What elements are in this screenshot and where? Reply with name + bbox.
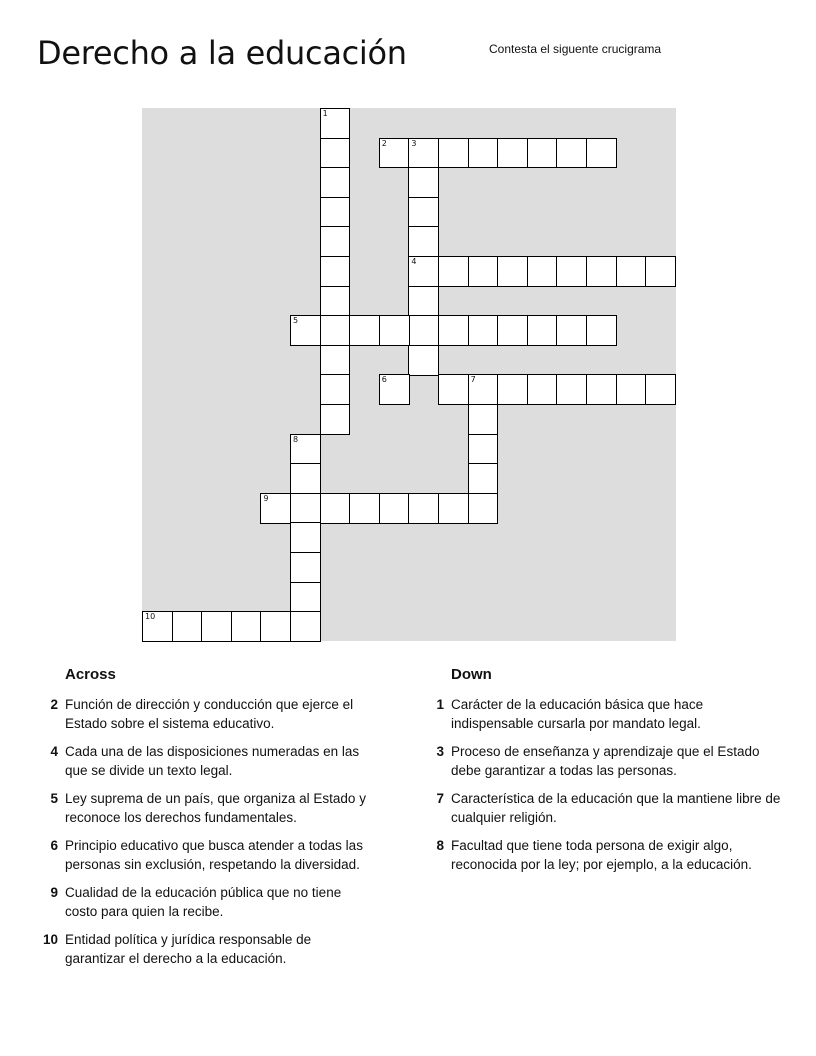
crossword-cell[interactable] bbox=[290, 582, 321, 613]
crossword-cell[interactable] bbox=[320, 374, 351, 405]
crossword-cell[interactable] bbox=[320, 256, 351, 287]
clue-number: 10 bbox=[42, 932, 58, 947]
crossword-cell[interactable] bbox=[320, 167, 351, 198]
crossword-cell[interactable] bbox=[320, 404, 351, 435]
crossword-grid bbox=[142, 108, 676, 641]
clue-number: 4 bbox=[50, 744, 58, 759]
clue-number: 1 bbox=[436, 697, 444, 712]
cell-number: 7 bbox=[470, 375, 476, 385]
crossword-cell[interactable] bbox=[349, 493, 380, 524]
crossword-cell[interactable] bbox=[260, 493, 291, 524]
crossword-cell[interactable] bbox=[379, 315, 410, 346]
across-clues bbox=[38, 666, 368, 977]
crossword-cell[interactable] bbox=[468, 374, 499, 405]
clue-item bbox=[38, 836, 368, 874]
clue-text: Cada una de las disposiciones numeradas en las que se divide un texto legal. bbox=[65, 744, 360, 778]
crossword-cell[interactable] bbox=[408, 256, 439, 287]
crossword-cell[interactable] bbox=[349, 315, 380, 346]
clue-text: Proceso de enseñanza y aprendizaje que el Estado debe garantizar a todas las personas. bbox=[451, 744, 760, 778]
crossword-cell[interactable] bbox=[616, 374, 647, 405]
crossword-cell[interactable] bbox=[320, 345, 351, 376]
cell-number: 1 bbox=[322, 109, 328, 118]
crossword-cell[interactable] bbox=[645, 256, 676, 287]
clue-text: Entidad política y jurídica responsable de garantizar el derecho a la educación. bbox=[65, 932, 312, 966]
clue-text: Cualidad de la educación pública que no tiene costo para quien la recibe. bbox=[65, 885, 342, 919]
crossword-cell[interactable] bbox=[468, 256, 499, 287]
crossword-cell[interactable] bbox=[556, 374, 587, 405]
crossword-cell[interactable] bbox=[408, 167, 439, 198]
down-heading: Down bbox=[451, 666, 492, 683]
clue-text: Función de dirección y conducción que ejerce el Estado sobre el sistema educativo. bbox=[65, 697, 354, 731]
instructions-text: Contesta el siguente crucigrama bbox=[489, 42, 662, 56]
crossword-cell[interactable] bbox=[556, 256, 587, 287]
crossword-cell[interactable] bbox=[438, 138, 469, 169]
crossword-cell[interactable] bbox=[408, 226, 439, 257]
crossword-cell[interactable] bbox=[527, 256, 558, 287]
crossword-cell[interactable] bbox=[260, 611, 291, 642]
crossword-cell[interactable] bbox=[320, 286, 351, 317]
clue-number: 7 bbox=[436, 791, 444, 806]
crossword-cell[interactable] bbox=[290, 522, 321, 553]
crossword-cell[interactable] bbox=[556, 315, 587, 346]
crossword-cell[interactable] bbox=[142, 611, 173, 642]
crossword-cell[interactable] bbox=[468, 138, 499, 169]
crossword-cell[interactable] bbox=[201, 611, 232, 642]
crossword-cell[interactable] bbox=[556, 138, 587, 169]
crossword-cell[interactable] bbox=[290, 434, 321, 465]
clue-number: 6 bbox=[50, 838, 58, 853]
crossword-cell[interactable] bbox=[438, 493, 469, 524]
crossword-cell[interactable] bbox=[290, 611, 321, 642]
crossword-cell[interactable] bbox=[468, 493, 499, 524]
cell-number: 2 bbox=[381, 138, 387, 148]
clue-item bbox=[424, 742, 784, 780]
clue-item bbox=[38, 789, 368, 827]
clue-item bbox=[38, 695, 368, 733]
cell-number: 9 bbox=[263, 493, 269, 503]
crossword-cell[interactable] bbox=[379, 374, 410, 405]
crossword-cell[interactable] bbox=[320, 197, 351, 228]
clue-item bbox=[38, 742, 368, 780]
cell-number: 3 bbox=[411, 138, 417, 148]
crossword-cell[interactable] bbox=[320, 493, 351, 524]
crossword-cell[interactable] bbox=[290, 552, 321, 583]
clue-text: Ley suprema de un país, que organiza al Estado y reconoce los derechos fundamentales. bbox=[65, 791, 366, 825]
crossword-cell[interactable] bbox=[616, 256, 647, 287]
crossword-cell[interactable] bbox=[497, 256, 528, 287]
crossword-cell[interactable] bbox=[497, 374, 528, 405]
crossword-cell[interactable] bbox=[408, 493, 439, 524]
crossword-cell[interactable] bbox=[290, 315, 321, 346]
clue-text: Facultad que tiene toda persona de exigir algo, reconocida por la ley; por ejemplo, a la educación. bbox=[451, 838, 752, 872]
crossword-cell[interactable] bbox=[408, 345, 439, 376]
clue-item bbox=[38, 930, 368, 968]
crossword-cell[interactable] bbox=[320, 138, 351, 169]
crossword-cell[interactable] bbox=[527, 374, 558, 405]
clue-text: Característica de la educación que la mantiene libre de cualquier religión. bbox=[451, 791, 781, 825]
crossword-cell[interactable] bbox=[586, 256, 617, 287]
across-heading: Across bbox=[65, 666, 116, 683]
crossword-cell[interactable] bbox=[586, 374, 617, 405]
clue-number: 3 bbox=[436, 744, 444, 759]
cell-number: 10 bbox=[145, 612, 156, 622]
crossword-cell[interactable] bbox=[468, 315, 499, 346]
down-clues bbox=[424, 666, 784, 883]
clue-item bbox=[424, 695, 784, 733]
cell-number: 6 bbox=[381, 375, 387, 385]
crossword-cell[interactable] bbox=[645, 374, 676, 405]
crossword-cell[interactable] bbox=[320, 315, 351, 346]
crossword-cell[interactable] bbox=[408, 286, 439, 317]
crossword-cell[interactable] bbox=[468, 434, 499, 465]
clue-number: 8 bbox=[436, 838, 444, 853]
crossword-cell[interactable] bbox=[468, 463, 499, 494]
crossword-cell[interactable] bbox=[172, 611, 203, 642]
page-title: Derecho a la educación bbox=[37, 34, 407, 72]
crossword-cell[interactable] bbox=[290, 493, 321, 524]
clue-item bbox=[424, 789, 784, 827]
crossword-cell[interactable] bbox=[527, 138, 558, 169]
crossword-cell[interactable] bbox=[438, 374, 469, 405]
clue-item bbox=[424, 836, 784, 874]
crossword-cell[interactable] bbox=[468, 404, 499, 435]
cell-number: 5 bbox=[293, 316, 299, 326]
crossword-cell[interactable] bbox=[320, 226, 351, 257]
crossword-cell[interactable] bbox=[497, 315, 528, 346]
crossword-cell[interactable] bbox=[586, 138, 617, 169]
clue-text: Principio educativo que busca atender a todas las personas sin exclusión, respetando la diversidad. bbox=[65, 838, 363, 872]
crossword-cell[interactable] bbox=[438, 315, 469, 346]
crossword-cell[interactable] bbox=[290, 463, 321, 494]
crossword-cell[interactable] bbox=[408, 315, 439, 346]
clue-item bbox=[38, 883, 368, 921]
cell-number: 8 bbox=[293, 434, 299, 444]
clue-text: Carácter de la educación básica que hace indispensable cursarla por mandato legal. bbox=[451, 697, 704, 731]
clue-number: 2 bbox=[50, 697, 58, 712]
crossword-cell[interactable] bbox=[527, 315, 558, 346]
crossword-cell[interactable] bbox=[320, 108, 351, 139]
crossword-cell[interactable] bbox=[408, 197, 439, 228]
crossword-cell[interactable] bbox=[586, 315, 617, 346]
crossword-cell[interactable] bbox=[438, 256, 469, 287]
crossword-cell[interactable] bbox=[497, 138, 528, 169]
crossword-cell[interactable] bbox=[379, 138, 410, 169]
clue-number: 5 bbox=[50, 791, 58, 806]
crossword-cell[interactable] bbox=[408, 138, 439, 169]
crossword-cell[interactable] bbox=[379, 493, 410, 524]
crossword-cell[interactable] bbox=[231, 611, 262, 642]
clue-number: 9 bbox=[50, 885, 58, 900]
cell-number: 4 bbox=[411, 257, 417, 266]
